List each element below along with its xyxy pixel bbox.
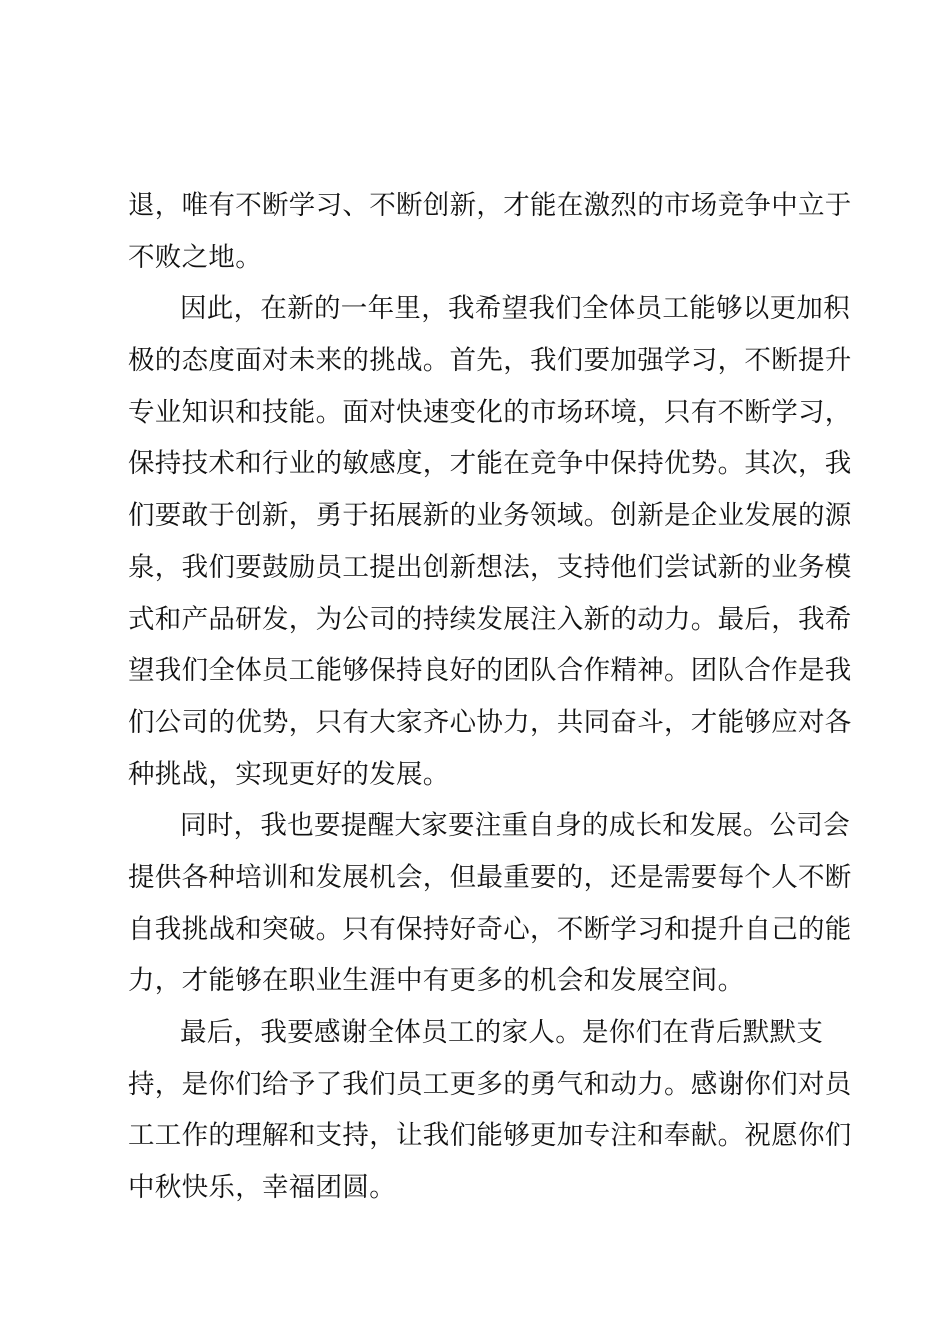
text-line: 种挑战，实现更好的发展。: [128, 758, 450, 790]
document-body: [128, 180, 852, 1214]
text-line: 们公司的优势，只有大家齐心协力，共同奋斗，才能够应对各: [128, 706, 852, 738]
text-line: 提供各种培训和发展机会，但最重要的，还是需要每个人不断: [128, 861, 852, 893]
paragraph-1: [128, 180, 852, 283]
text-line: 式和产品研发，为公司的持续发展注入新的动力。最后，我希: [128, 603, 852, 635]
text-line: 力，才能够在职业生涯中有更多的机会和发展空间。: [128, 965, 745, 997]
text-line: 退，唯有不断学习、不断创新，才能在激烈的市场竞争中立于: [128, 190, 852, 221]
text-line: 持，是你们给予了我们员工更多的勇气和动力。感谢你们对员: [128, 1068, 852, 1100]
text-line: 最后，我要感谢全体员工的家人。是你们在背后默默支: [180, 1017, 824, 1048]
text-line: 泉，我们要鼓励员工提出创新想法，支持他们尝试新的业务模: [128, 551, 852, 583]
text-line: 中秋快乐，幸福团圆。: [128, 1172, 396, 1204]
paragraph-3: [128, 800, 852, 1007]
text-line: 因此，在新的一年里，我希望我们全体员工能够以更加积: [180, 293, 850, 325]
text-line: 们要敢于创新，勇于拓展新的业务领域。创新是企业发展的源: [128, 500, 852, 532]
text-line: 工工作的理解和支持，让我们能够更加专注和奉献。祝愿你们: [128, 1120, 852, 1152]
paragraph-4: [128, 1007, 852, 1214]
text-line: 同时，我也要提醒大家要注重自身的成长和发展。公司会: [180, 810, 850, 842]
text-line: 不败之地。: [128, 241, 262, 273]
text-line: 望我们全体员工能够保持良好的团队合作精神。团队合作是我: [128, 655, 852, 687]
text-line: 保持技术和行业的敏感度，才能在竞争中保持优势。其次，我: [128, 448, 852, 480]
paragraph-2: [128, 283, 852, 800]
text-line: 自我挑战和突破。只有保持好奇心，不断学习和提升自己的能: [128, 913, 852, 945]
text-line: 极的态度面对未来的挑战。首先，我们要加强学习，不断提升: [128, 345, 852, 377]
text-line: 专业知识和技能。面对快速变化的市场环境，只有不断学习，: [128, 396, 852, 428]
